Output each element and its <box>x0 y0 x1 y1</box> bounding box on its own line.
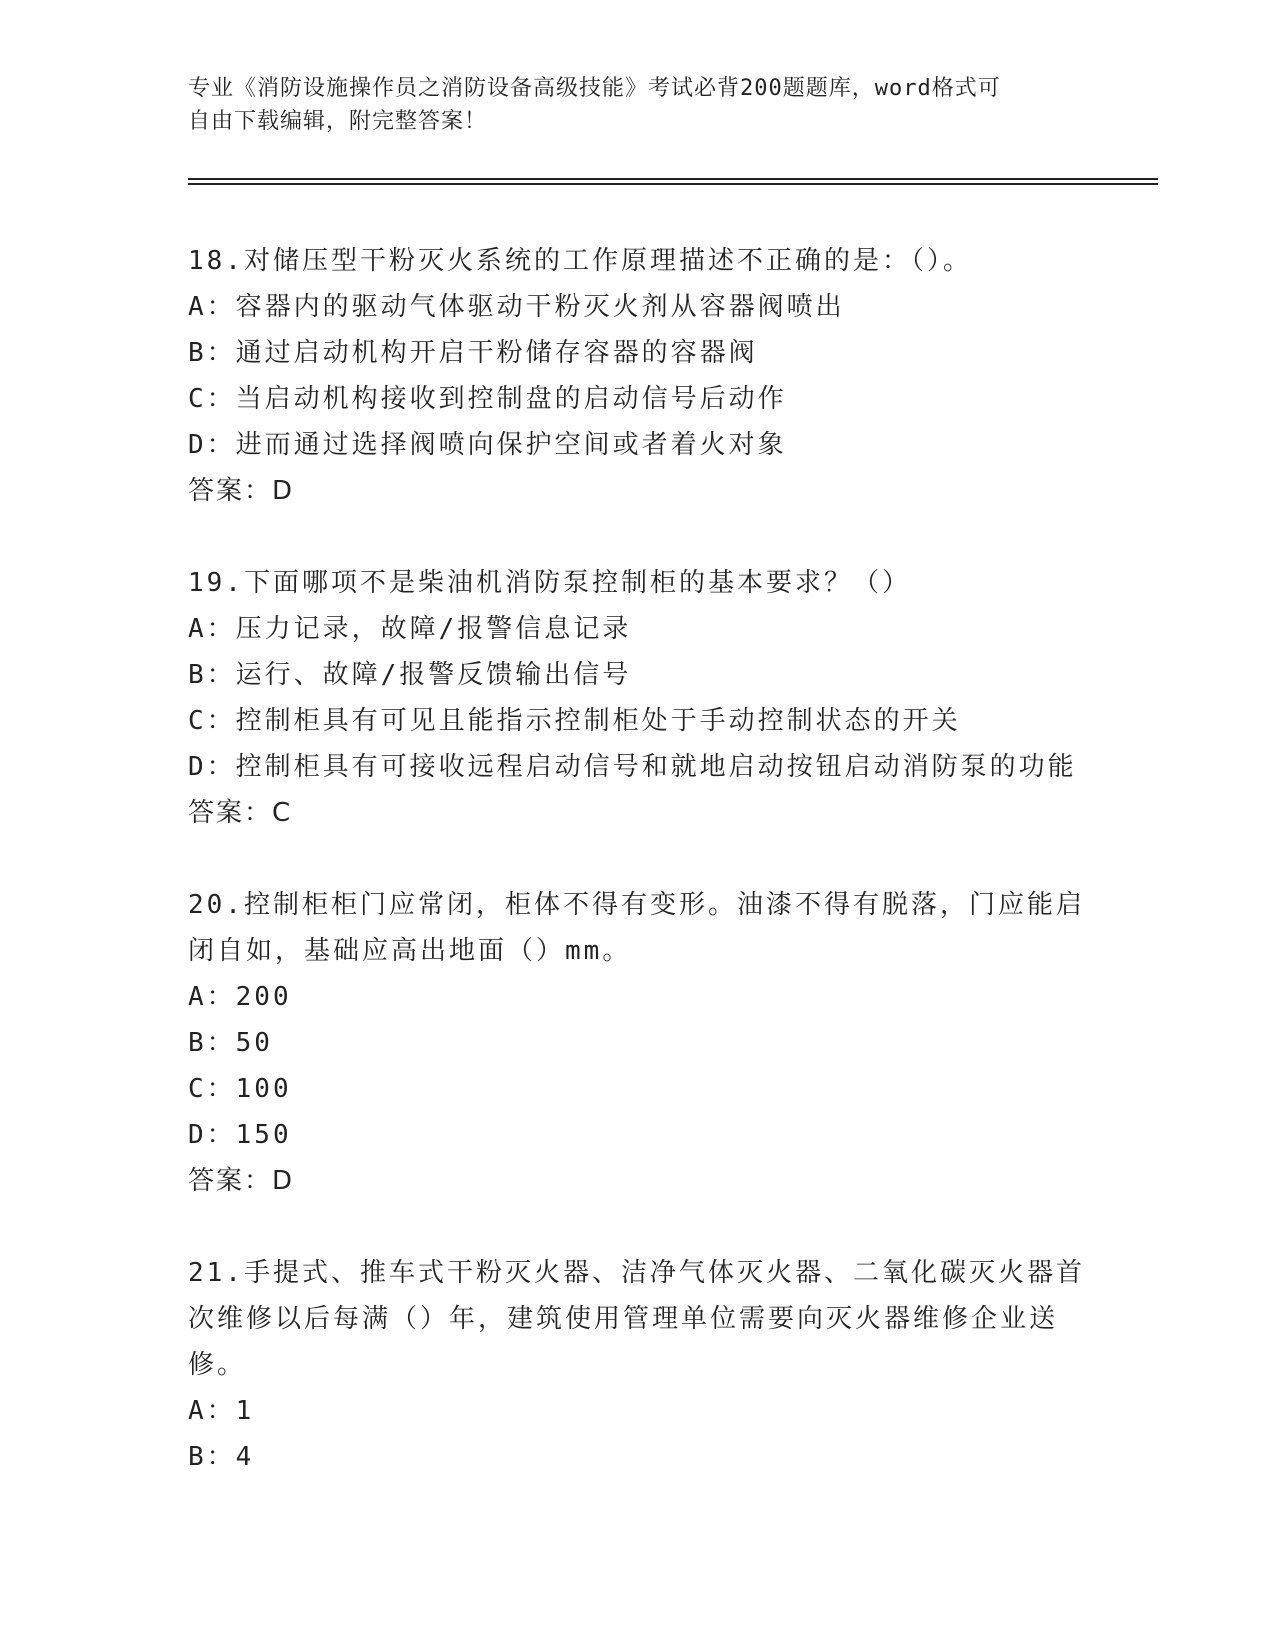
option-b: B：通过启动机构开启干粉储存容器的容器阀 <box>188 338 758 368</box>
header-divider-bottom <box>188 183 1158 185</box>
option-c: C：控制柜具有可见且能指示控制柜处于手动控制状态的开关 <box>188 706 961 736</box>
option-d: D：控制柜具有可接收远程启动信号和就地启动按钮启动消防泵的功能 <box>188 752 1077 782</box>
header-divider-top <box>188 178 1158 180</box>
question-20 <box>188 882 1088 1204</box>
option-a: A：容器内的驱动气体驱动干粉灭火剂从容器阀喷出 <box>188 292 845 322</box>
question-stem-line-2: 闭自如，基础应高出地面（）mm。 <box>188 936 632 966</box>
option-a: A：200 <box>188 982 292 1012</box>
answer: 答案：D <box>188 1166 295 1196</box>
option-d: D：进而通过选择阀喷向保护空间或者着火对象 <box>188 430 787 460</box>
option-a: A：1 <box>188 1396 255 1426</box>
option-b: B：50 <box>188 1028 273 1058</box>
answer: 答案：D <box>188 476 295 506</box>
question-19 <box>188 560 1088 836</box>
question-21 <box>188 1250 1088 1480</box>
answer: 答案：C <box>188 798 293 828</box>
header-line-2: 自由下载编辑，附完整答案！ <box>188 109 488 134</box>
document-header <box>188 72 1088 138</box>
header-line-1: 专业《消防设施操作员之消防设备高级技能》考试必背200题题库，word格式可 <box>188 76 1001 101</box>
question-stem-line-1: 21.手提式、推车式干粉灭火器、洁净气体灭火器、二氧化碳灭火器首 <box>188 1258 1085 1288</box>
question-18 <box>188 238 1088 514</box>
question-stem-line-3: 修。 <box>188 1350 247 1380</box>
option-c: C：100 <box>188 1074 292 1104</box>
option-b: B：运行、故障/报警反馈输出信号 <box>188 660 632 690</box>
question-stem: 18.对储压型干粉灭火系统的工作原理描述不正确的是：（）。 <box>188 246 972 276</box>
option-d: D：150 <box>188 1120 292 1150</box>
question-stem: 19.下面哪项不是柴油机消防泵控制柜的基本要求？（） <box>188 568 911 598</box>
question-stem-line-2: 次维修以后每满（）年，建筑使用管理单位需要向灭火器维修企业送 <box>188 1304 1059 1334</box>
question-list <box>188 238 1088 1526</box>
option-c: C：当启动机构接收到控制盘的启动信号后动作 <box>188 384 787 414</box>
option-a: A：压力记录，故障/报警信息记录 <box>188 614 632 644</box>
question-stem-line-1: 20.控制柜柜门应常闭，柜体不得有变形。油漆不得有脱落，门应能启 <box>188 890 1085 920</box>
option-b: B：4 <box>188 1442 255 1472</box>
